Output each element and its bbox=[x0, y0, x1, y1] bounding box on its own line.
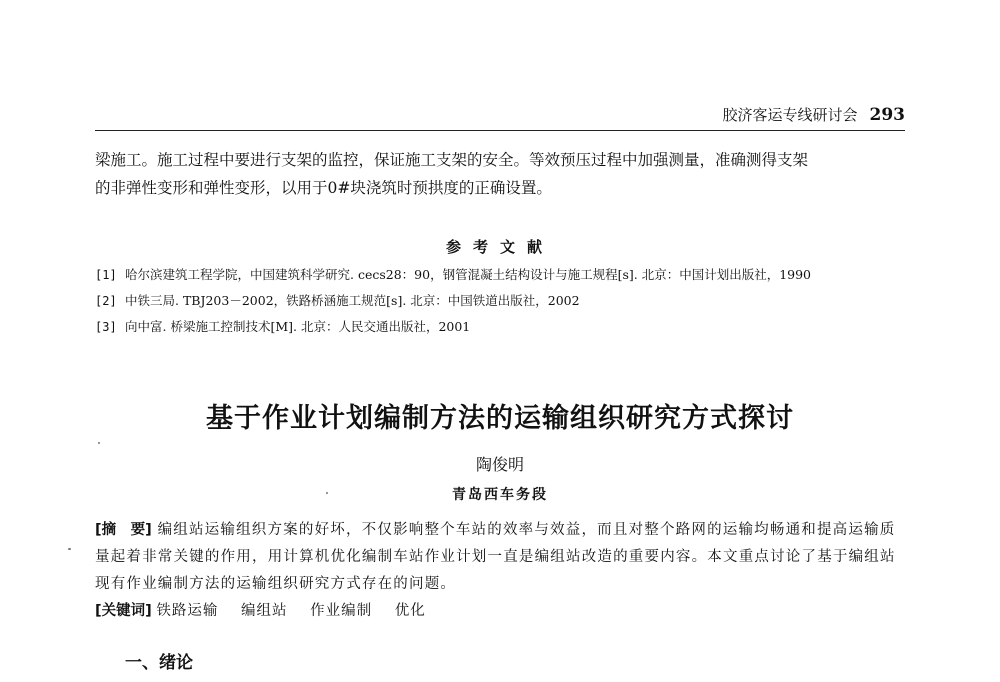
reference-item bbox=[95, 288, 907, 314]
abstract-label: [摘 要] bbox=[95, 522, 152, 538]
reference-number: [1] bbox=[95, 268, 117, 282]
continuation-line-1: 梁施工。施工过程中要进行支架的监控，保证施工支架的安全。等效预压过程中加强测量，准确测得支架 bbox=[95, 151, 809, 169]
reference-number: [2] bbox=[95, 294, 117, 308]
keyword: 优化 bbox=[394, 603, 426, 619]
author-affiliation: 青岛西车务段 bbox=[452, 487, 548, 503]
journal-name: 胶济客运专线研讨会 bbox=[722, 106, 858, 124]
scan-speck bbox=[326, 492, 328, 494]
keyword: 作业编制 bbox=[310, 603, 373, 619]
reference-item bbox=[95, 262, 907, 288]
abstract-text: 编组站运输组织方案的好坏，不仅影响整个车站的效率与效益，而且对整个路网的运输均畅通和提高运输质量起着非常关键的作用，用计算机优化编制车站作业计划一直是编组站改造的重要内容。本文重点讨论了基于编组站现有作业编制方法的运输组织研究方式存在的问题。 bbox=[95, 522, 896, 592]
reference-text: 向中富. 桥梁施工控制技术[M]. 北京：人民交通出版社，2001 bbox=[125, 319, 471, 334]
reference-item bbox=[95, 314, 907, 340]
section-heading: 一、绪论 bbox=[125, 653, 193, 673]
references-list bbox=[95, 262, 907, 340]
keywords-label: [关键词] bbox=[95, 603, 152, 619]
scan-speck bbox=[98, 442, 100, 444]
continuation-line-2: 的非弹性变形和弹性变形，以用于0#块浇筑时预拱度的正确设置。 bbox=[95, 179, 552, 197]
keyword: 铁路运输 bbox=[156, 603, 219, 619]
keywords bbox=[95, 598, 910, 625]
header-rule bbox=[95, 130, 905, 131]
reference-number: [3] bbox=[95, 320, 117, 334]
references-title: 参考文献 bbox=[445, 238, 554, 256]
author-name: 陶俊明 bbox=[475, 455, 524, 474]
reference-text: 中铁三局. TBJ203－2002，铁路桥涵施工规范[s]. 北京：中国铁道出版社，2002 bbox=[125, 293, 580, 308]
keyword: 编组站 bbox=[240, 603, 288, 619]
article-title: 基于作业计划编制方法的运输组织研究方式探讨 bbox=[206, 403, 794, 434]
scan-speck bbox=[68, 548, 71, 550]
abstract bbox=[95, 517, 910, 598]
continuation-paragraph bbox=[95, 146, 907, 202]
page-number: 293 bbox=[869, 105, 905, 125]
running-header bbox=[95, 104, 905, 126]
reference-text: 哈尔滨建筑工程学院，中国建筑科学研究. cecs28：90，钢管混凝土结构设计与施工规程[s]. 北京：中国计划出版社，1990 bbox=[125, 267, 812, 282]
